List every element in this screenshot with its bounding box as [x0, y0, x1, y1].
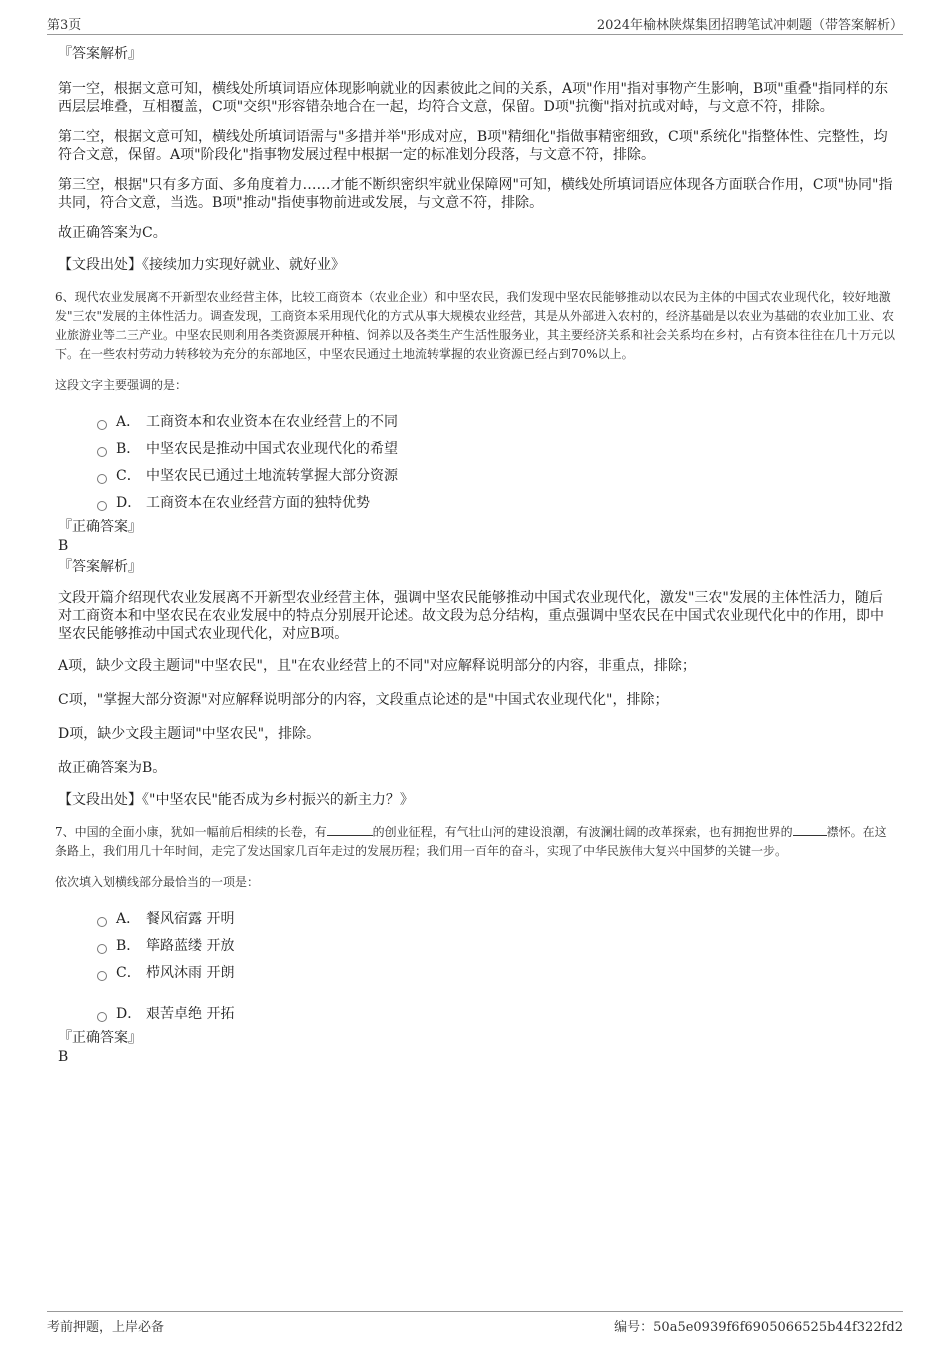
blank-underline: [793, 823, 827, 836]
option-text: 工商资本在农业经营方面的独特优势: [146, 495, 370, 511]
page-number: 第3页: [47, 18, 82, 33]
q6-option-b[interactable]: B． 中坚农民是推动中国式农业现代化的希望: [97, 436, 895, 463]
q5-analysis-p1: 第一空，根据文意可知，横线处所填词语应体现影响就业的因素彼此之间的关系，A项"作用"指对事物产生影响，B项"重叠"指同样的东西层层堆叠，互相覆盖，C项"交织"形容错杂地合在一起，均符合文意，保留。D项"抗衡"指对抗或对峙，与文意不符，排除。: [58, 81, 889, 115]
radio-button[interactable]: [97, 917, 107, 927]
q6-options: [97, 409, 895, 517]
q7-stem: 7、中国的全面小康，犹如一幅前后相续的长卷，有 的创业征程，有气壮山河的建设浪潮，有波澜壮阔的改革探索，也有拥抱世界的 襟怀。在这条路上，我们用几十年时间，走完了发达国家几百年走过的发展历程；我们用一百年的奋斗，实现了中华民族伟大复兴中国梦的关键一步。: [55, 825, 887, 858]
page-footer: [47, 1311, 903, 1336]
q7-question: 依次填入划横线部分最恰当的一项是：: [55, 875, 260, 889]
q6-option-d[interactable]: D． 工商资本在农业经营方面的独特优势: [97, 490, 895, 517]
q6-analysis-p2: A项，缺少文段主题词"中坚农民"，且"在农业经营上的不同"对应解释说明部分的内容，非重点，排除；: [58, 658, 696, 674]
radio-button[interactable]: [97, 1012, 107, 1022]
radio-button[interactable]: [97, 971, 107, 981]
document-title: 2024年榆林陕煤集团招聘笔试冲刺题（带答案解析）: [596, 18, 903, 33]
option-text: 艰苦卓绝 开拓: [146, 1006, 235, 1022]
option-text: 餐风宿露 开明: [146, 911, 235, 927]
q7-correct-label: 『正确答案』: [58, 1030, 142, 1046]
q5-answer-line: 故正确答案为C。: [58, 225, 167, 241]
q5-analysis-label: 『答案解析』: [58, 46, 142, 62]
q5-analysis-p2: 第二空，根据文意可知，横线处所填词语需与"多措并举"形成对应，B项"精细化"指做事精密细致，C项"系统化"指整体性、完整性，均符合文意，保留。A项"阶段化"指事物发展过程中根据一定的标准划分段落，与文意不符，排除。: [58, 129, 888, 163]
radio-button[interactable]: [97, 474, 107, 484]
radio-button[interactable]: [97, 420, 107, 430]
q7-option-d[interactable]: D． 艰苦卓绝 开拓: [97, 1001, 895, 1028]
q5-analysis-p3: 第三空，根据"只有多方面、多角度着力……才能不断织密织牢就业保障网"可知，横线处所填词语应体现各方面联合作用，C项"协同"指共同，符合文意，当选。B项"推动"指使事物前进或发展，与文意不符，排除。: [58, 177, 893, 211]
option-text: 中坚农民是推动中国式农业现代化的希望: [146, 441, 398, 457]
q6-stem: 6、现代农业发展离不开新型农业经营主体，比较工商资本（农业企业）和中坚农民，我们发现中坚农民能够推动以农民为主体的中国式农业现代化，较好地激发"三农"发展的主体性活力。调查发现，工商资本采用现代化的方式从事大规模农业经营，其是从外部进入农村的，经济基础是以农业为基础的农业加工业、农业旅游业等二三产业。中坚农民则利用各类资源展开种植、饲养以及各类生产生活性服务业，其主要经济关系和社会关系均在乡村，占有资本往往在几十万元以下。在一些农村劳动力转移较为充分的东部地区，中坚农民通过土地流转掌握的农业资源已经占到70%以上。: [55, 290, 896, 361]
q6-option-c[interactable]: C． 中坚农民已通过土地流转掌握大部分资源: [97, 463, 895, 490]
q6-source: 【文段出处】《"中坚农民"能否成为乡村振兴的新主力？》: [58, 792, 414, 808]
q5-source: 【文段出处】《接续加力实现好就业、就好业》: [58, 257, 345, 273]
q7-option-b[interactable]: B． 筚路蓝缕 开放: [97, 933, 895, 960]
footer-slogan: 考前押题，上岸必备: [47, 1320, 165, 1335]
option-text: 工商资本和农业资本在农业经营上的不同: [146, 414, 398, 430]
option-text: 中坚农民已通过土地流转掌握大部分资源: [146, 468, 398, 484]
radio-button[interactable]: [97, 501, 107, 511]
q7-option-a[interactable]: A． 餐风宿露 开明: [97, 906, 895, 933]
page-content: [55, 44, 895, 1066]
q7-correct-answer: B: [58, 1049, 69, 1065]
q6-correct-label: 『正确答案』: [58, 519, 142, 535]
q6-correct-answer: B: [58, 538, 69, 554]
radio-button[interactable]: [97, 944, 107, 954]
page-header: [47, 12, 903, 35]
q6-analysis-p4: D项，缺少文段主题词"中坚农民"，排除。: [58, 726, 321, 742]
document-code: 编号：50a5e0939f6f6905066525b44f322fd2: [614, 1320, 903, 1335]
option-text: 筚路蓝缕 开放: [146, 938, 235, 954]
q7-options: [97, 906, 895, 1028]
blank-underline: [327, 823, 373, 836]
option-text: 栉风沐雨 开朗: [146, 965, 235, 981]
q6-option-a[interactable]: A． 工商资本和农业资本在农业经营上的不同: [97, 409, 895, 436]
radio-button[interactable]: [97, 447, 107, 457]
q6-question: 这段文字主要强调的是：: [55, 378, 188, 392]
q7-option-c[interactable]: C． 栉风沐雨 开朗: [97, 960, 895, 987]
q6-answer-line: 故正确答案为B。: [58, 760, 167, 776]
q6-analysis-p3: C项，"掌握大部分资源"对应解释说明部分的内容，文段重点论述的是"中国式农业现代化"，排除；: [58, 692, 669, 708]
q6-analysis-label: 『答案解析』: [58, 559, 142, 575]
q6-analysis-p1: 文段开篇介绍现代农业发展离不开新型农业经营主体，强调中坚农民能够推动中国式农业现代化，激发"三农"发展的主体性活力，随后对工商资本和中坚农民在农业发展中的特点分别展开论述。故文段为总分结构，重点强调中坚农民在中国式农业现代化中的作用，即中坚农民能够推动中国式农业现代化，对应B项。: [58, 590, 884, 642]
